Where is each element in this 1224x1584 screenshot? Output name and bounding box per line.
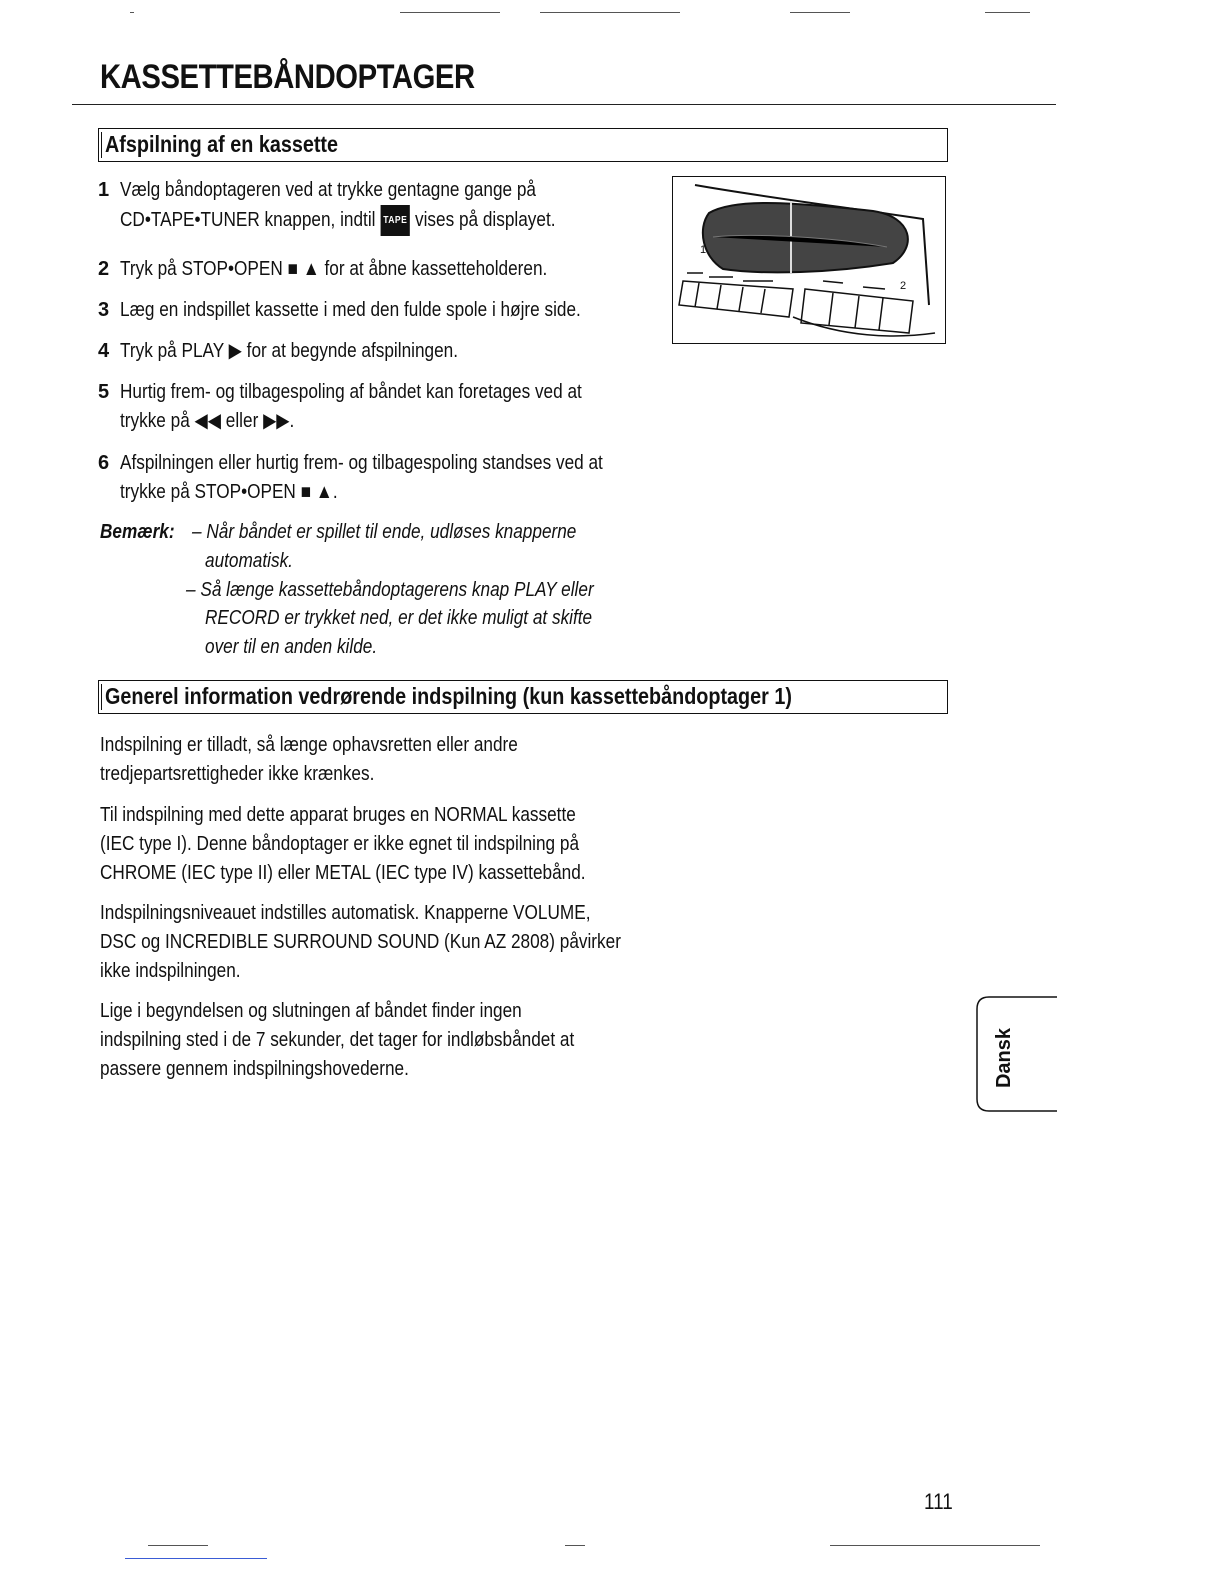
paragraph-4: Lige i begyndelsen og slutningen af båndet finder ingen indspilning sted i de 7 sekunder, det tager for indløbsbåndet at passere gennem indspilningshovederne.: [100, 1000, 575, 1080]
section-heading-recording: [98, 680, 948, 714]
heading-tick: [101, 684, 102, 710]
paragraph-3: Indspilningsniveauet indstilles automatisk. Knapperne VOLUME, DSC og INCREDIBLE SURROUND SOUND (Kun AZ 2808) påvirker ikke indspilningen.: [100, 902, 621, 982]
scan-speck: [790, 12, 850, 13]
language-tab-label: Dansk: [992, 1027, 1015, 1089]
cassette-deck-illustration: [672, 176, 946, 344]
step-3-text: Læg en indspillet kassette i med den fulde spole i højre side.: [120, 299, 581, 321]
tape-display-badge: TAPE: [381, 205, 410, 236]
note-line-1: – Når båndet er spillet til ende, udløses knapperne: [192, 521, 577, 543]
page-title: KASSETTEBÅNDOPTAGER: [100, 58, 475, 96]
scan-speck: [130, 12, 134, 13]
step-1-line2a: CD•TAPE•TUNER knappen, indtil: [120, 208, 376, 231]
step-5-line1: Hurtig frem- og tilbagespoling af båndet kan foretages ved at: [120, 381, 582, 403]
section-heading-playback: [98, 128, 948, 162]
heading-tick: [101, 132, 102, 158]
footer-rule: [125, 1558, 267, 1559]
note-label: Bemærk:: [100, 521, 175, 543]
scan-speck: [148, 1545, 208, 1546]
scan-speck: [565, 1545, 585, 1546]
scan-speck: [540, 12, 680, 13]
note-line-5: over til en anden kilde.: [205, 636, 378, 658]
step-6-line2: trykke på STOP•OPEN ■ ▲.: [120, 481, 338, 503]
step-4-text: Tryk på PLAY ▶ for at begynde afspilningen.: [120, 340, 459, 362]
section-heading-text: Afspilning af en kassette: [105, 131, 339, 157]
paragraph-2: Til indspilning med dette apparat bruges en NORMAL kassette (IEC type I). Denne båndoptager er ikke egnet til indspilning på CHROME (IEC type II) eller METAL (IEC type IV) kassettebånd.: [100, 804, 586, 884]
deck-label-2: 2: [900, 280, 907, 292]
step-6-line1: Afspilningen eller hurtig frem- og tilbagespoling standses ved at: [120, 452, 603, 474]
paragraph-1: Indspilning er tilladt, så længe ophavsretten eller andre tredjepartsrettigheder ikke krænkes.: [100, 734, 518, 785]
section-heading-text: Generel information vedrørende indspilning (kun kassettebåndoptager 1): [105, 683, 792, 709]
scan-speck: [985, 12, 1030, 13]
scan-speck: [400, 12, 500, 13]
note-line-4: RECORD er trykket ned, er det ikke muligt at skifte: [205, 607, 593, 629]
note-line-3: – Så længe kassettebåndoptagerens knap PLAY eller: [186, 579, 594, 601]
page-number: 111: [924, 1489, 953, 1514]
step-1-line2b: vises på displayet.: [414, 208, 556, 231]
deck-label-1: 1: [700, 244, 707, 256]
note-line-2: automatisk.: [205, 550, 293, 572]
title-rule: [72, 104, 1056, 105]
cassette-deck-drawing: [673, 177, 945, 343]
step-1-line1: Vælg båndoptageren ved at trykke gentagne gange på: [120, 179, 536, 201]
step-5-line2: trykke på ◀◀ eller ▶▶.: [120, 410, 295, 432]
scan-speck: [830, 1545, 1040, 1546]
step-2-text: Tryk på STOP•OPEN ■ ▲ for at åbne kassetteholderen.: [120, 258, 548, 280]
